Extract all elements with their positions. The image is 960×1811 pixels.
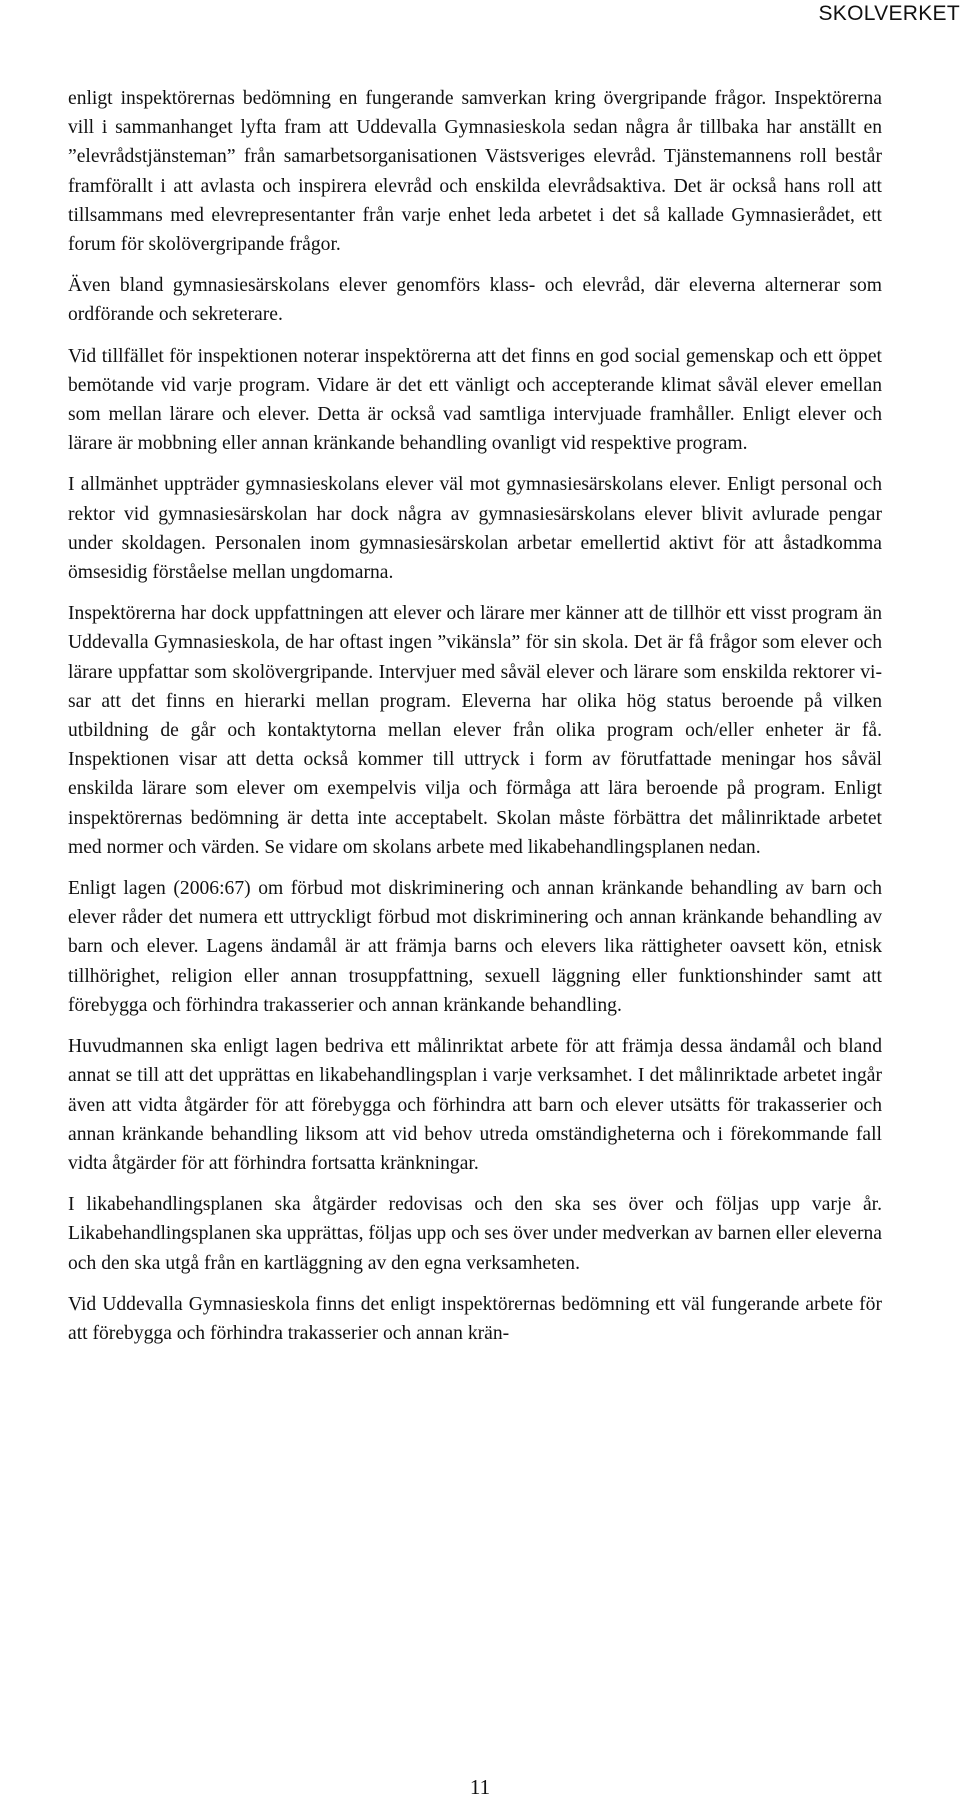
paragraph-6: Enligt lagen (2006:67) om förbud mot diskriminering och annan kränkande behandling av barn och elever råder det numera ett uttryckligt förbud mot diskriminering och annan kränkande behandling av barn och elever. Lagens ändamål är att främja barns och elevers lika rättigheter oavsett kön, etnisk tillhörighet, religion eller annan trosuppfattning, sexuell läggning eller funktionshinder samt att förebygga och förhindra trakasserier och annan kränkande behandling. (68, 878, 882, 1016)
paragraph-8: I likabehandlingsplanen ska åtgärder redovisas och den ska ses över och följas upp varje år. Likabehandlingsplanen ska upprättas, följas upp och ses över under medverkan av barnen eller eleverna och den ska utgå från en kartläggning av den egna verksamheten. (68, 1194, 882, 1274)
header-title: SKOLVERKET (818, 2, 960, 25)
paragraph-2: Även bland gymnasiesärskolans elever genomförs klass- och elevråd, där eleverna alternerar som ordförande och sekreterare. (68, 275, 882, 326)
paragraph-5: Inspektörerna har dock uppfattningen att elever och lärare mer känner att de tillhör ett visst program än Uddevalla Gymnasieskola, de har oftast ingen ”vikänsla” för sin skola. Det är få frågor som elever och lärare uppfattar som skolövergripande. Intervjuer med såväl elever och lärare som enskilda rektorer visar att det finns en hierarki mellan program. Eleverna har olika hög status beroende på vilken utbildning de går och kontaktytorna mellan elever från olika program och/eller enheter är få. Inspektionen visar att detta också kommer till uttryck i form av förutfattade meningar hos såväl enskilda lärare som elever om exempelvis vilja och förmåga att lära beroende på program. Enligt inspektörernas bedömning är detta inte acceptabelt. Skolan måste förbättra det målinriktade arbetet med normer och värden. Se vidare om skolans arbete med likabehandlingsplanen nedan. (68, 603, 882, 858)
paragraph-4: I allmänhet uppträder gymnasieskolans elever väl mot gymnasiesärskolans elever. Enligt personal och rektor vid gymnasiesärskolan har dock några av gymnasiesärskolans elever blivit avlurade pengar under skoldagen. Personalen inom gymnasiesärskolan arbetar emellertid aktivt för att åstadkomma ömsesidig förståelse mellan ungdomarna. (68, 474, 882, 584)
paragraph-1: enligt inspektörernas bedömning en fungerande samverkan kring övergripande frågor. Inspektörerna vill i sammanhanget lyfta fram att Uddevalla Gymnasieskola sedan några år tillbaka har anställt en ”elevrådstjänsteman” från samarbetsorganisationen Västsveriges elevråd. Tjänstemannens roll består framförallt i att avlasta och inspirera elevråd och enskilda elevrådsaktiva. Det är också hans roll att tillsammans med elevrepresentanter från varje enhet leda arbetet i det så kallade Gymnasierådet, ett forum för skolövergripande frågor. (68, 88, 882, 256)
paragraph-7: Huvudmannen ska enligt lagen bedriva ett målinriktat arbete för att främja dessa ändamål och bland annat se till att det upprättas en likabehandlingsplan i varje verksamhet. I det målinriktade arbetet ingår även att vidta åtgärder för att förebygga och förhindra att barn och elever utsätts för trakasserier och annan kränkande behandling liksom att vid behov utreda omständigheterna och i förekommande fall vidta åtgärder för att förhindra fortsatta kränkningar. (68, 1036, 882, 1174)
document-body (68, 84, 882, 1360)
page-number: 11 (469, 1775, 491, 1799)
page-header (0, 0, 960, 34)
paragraph-9: Vid Uddevalla Gymnasieskola finns det enligt inspektörernas bedömning ett väl fungerande arbete för att förebygga och förhindra trakasserier och annan krän- (68, 1293, 882, 1344)
paragraph-3: Vid tillfället för inspektionen noterar inspektörerna att det finns en god social gemenskap och ett öppet bemötande vid varje program. Vidare är det ett vänligt och accepterande klimat såväl elever emellan som mellan lärare och elever. Detta är också vad samtliga intervjuade framhåller. Enligt elever och lärare är mobbning eller annan kränkande behandling ovanligt vid respektive program. (68, 345, 882, 455)
